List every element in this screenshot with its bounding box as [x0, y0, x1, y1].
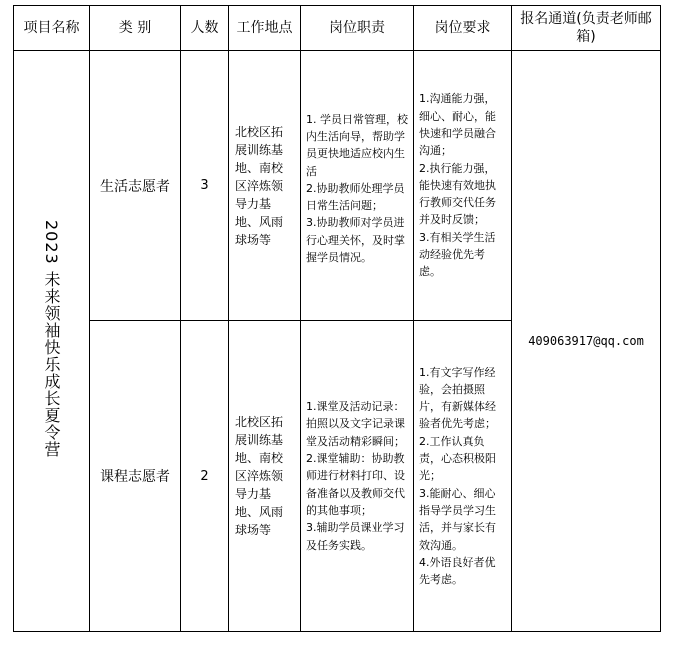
requirement-item: 1.有文字写作经验，会拍摄照片，有新媒体经验者优先考虑； [419, 365, 496, 431]
responsibilities-cell [301, 321, 414, 632]
header-row [14, 6, 661, 51]
location-cell: 北校区拓展训练基地、南校区淬炼领导力基地、风雨球场等 [229, 51, 301, 321]
requirement-item: 2.执行能力强，能快速有效地执行教师交代任务并及时反馈； [419, 161, 496, 227]
requirement-item: 3.有相关学生活动经验优先考虑。 [419, 230, 496, 279]
table-row [14, 51, 661, 321]
responsibility-item: 1.课堂及活动记录：拍照以及文字记录课堂及活动精彩瞬间； [306, 400, 405, 448]
requirement-item: 3.能耐心、细心指导学员学习生活，并与家长有效沟通。 [419, 486, 496, 552]
responsibilities-cell [301, 51, 414, 321]
responsibility-item: 3.协助教师对学员进行心理关怀，及时掌握学员情况。 [306, 216, 405, 265]
requirements-cell [414, 321, 512, 632]
responsibility-item: 3.辅助学员课业学习及任务实践。 [306, 521, 405, 552]
location-cell: 北校区拓展训练基地、南校区淬炼领导力基地、风雨球场等 [229, 321, 301, 632]
requirement-item: 2.工作认真负责，心态积极阳光； [419, 434, 496, 483]
header-responsibilities: 岗位职责 [301, 6, 414, 51]
header-project: 项目名称 [14, 6, 90, 51]
contact-email: 409063917@qq.com [512, 51, 661, 632]
category-cell: 生活志愿者 [90, 51, 181, 321]
header-category: 类 别 [90, 6, 181, 51]
requirement-item: 1.沟通能力强，细心、耐心，能快速和学员融合沟通； [419, 92, 496, 158]
responsibility-item: 2.课堂辅助：协助教师进行材料打印、设备准备以及教师交代的其他事项； [306, 452, 405, 517]
requirement-item: 4.外语良好者优先考虑。 [419, 555, 496, 587]
project-name: 2023 未来领袖快乐成长夏令营 [42, 220, 61, 458]
header-contact: 报名通道(负责老师邮箱) [512, 6, 661, 51]
category-cell: 课程志愿者 [90, 321, 181, 632]
count-cell: 2 [181, 321, 229, 632]
header-location: 工作地点 [229, 6, 301, 51]
project-name-cell [14, 51, 90, 632]
responsibility-item: 1. 学员日常管理，校内生活向导，帮助学员更快地适应校内生活 [306, 112, 408, 178]
requirements-cell [414, 51, 512, 321]
recruit-table [13, 5, 661, 632]
responsibility-item: 2.协助教师处理学员日常生活问题； [306, 181, 405, 213]
header-count: 人数 [181, 6, 229, 51]
header-requirements: 岗位要求 [414, 6, 512, 51]
count-cell: 3 [181, 51, 229, 321]
